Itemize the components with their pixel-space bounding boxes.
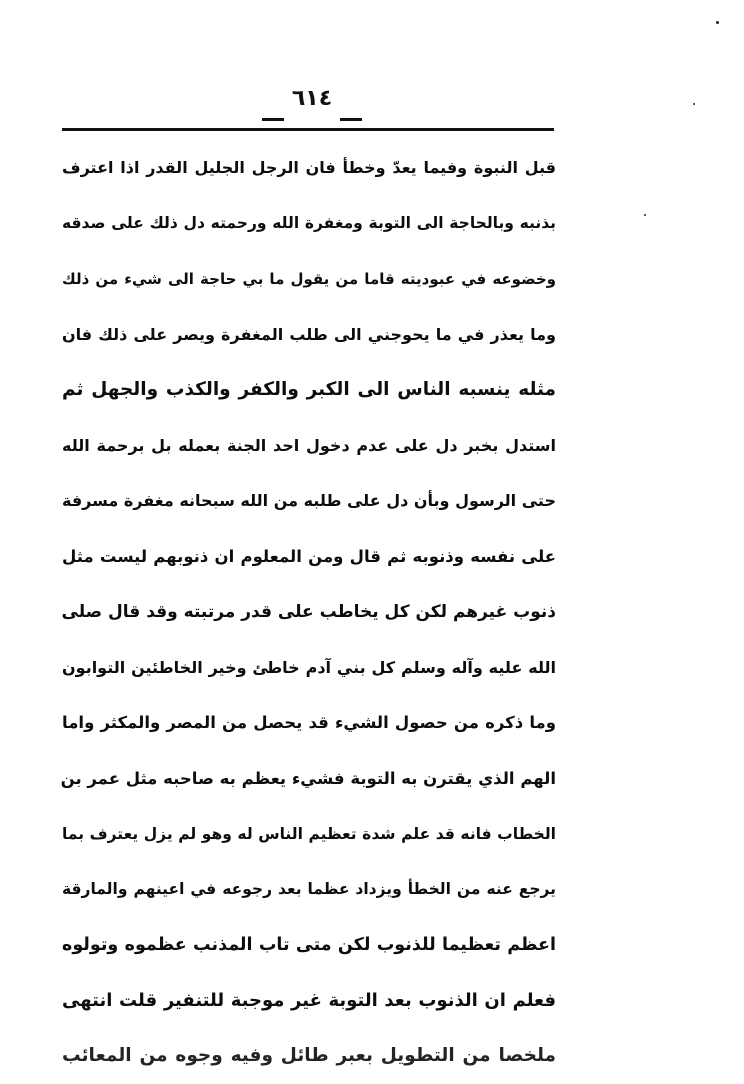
text-line-content: بذنبه وبالحاجة الى التوبة ومغفرة الله ورحمته دل ذلك على صدقه (62, 214, 556, 233)
text-line (62, 917, 556, 973)
text-line-content: الهم الذي يقترن به التوبة فشيء يعظم به صاحبه مثل عمر بن (60, 768, 556, 788)
text-line-content: اعظم تعظيما للذنوب لكن متى تاب المذنب عظموه وتولوه (62, 934, 556, 955)
text-line (62, 251, 556, 307)
text-line-content: فعلم ان الذنوب بعد التوبة غير موجبة للتنفير قلت انتهى (62, 989, 556, 1011)
text-line (62, 806, 556, 862)
text-line-content: استدل بخبر دل على عدم دخول احد الجنة بعمله بل برحمة الله (62, 435, 556, 455)
page-number-dash-right (340, 118, 362, 121)
text-line (62, 695, 556, 751)
text-line (62, 196, 556, 252)
text-line (62, 529, 556, 585)
scan-speck (693, 103, 695, 105)
text-line-content: حتى الرسول وبأن دل على طلبه من الله سبحانه مغفرة مسرفة (62, 491, 556, 511)
text-line-content: وما ذكره من حصول الشيء قد يحصل من المصر والمكثر واما (62, 713, 556, 733)
text-line (62, 418, 556, 474)
text-line-content: الخطاب فانه قد علم شدة تعظيم الناس له وهو لم يزل يعترف بما (62, 824, 556, 843)
page-number-dash-left (262, 118, 284, 121)
text-line (62, 1028, 556, 1084)
text-line-content: وخضوعه في عبوديته قاما من يقول ما بي حاجة الى شيء من ذلك (62, 269, 556, 288)
text-line-content: الله عليه وآله وسلم كل بني آدم خاطئ وخير الخاطئين التوابون (62, 657, 556, 677)
text-line-content: على نفسه وذنوبه ثم قال ومن المعلوم ان ذنوبهم ليست مثل (62, 546, 556, 566)
text-line-content: ذنوب غيرهم لكن كل يخاطب على قدر مرتبته وقد قال صلى (61, 601, 556, 622)
scan-speck (644, 214, 646, 216)
header-rule (62, 128, 554, 131)
text-line (62, 307, 556, 363)
text-line (62, 751, 556, 807)
text-line-content: ملخصا من التطويل بعبر طائل وفيه وجوه من المعائب (62, 1045, 556, 1067)
text-line (62, 973, 556, 1029)
text-line (62, 862, 556, 918)
text-line-content: مثله ينسبه الناس الى الكبر والكفر والكذب والجهل ثم (62, 379, 556, 401)
scan-speck (716, 21, 719, 24)
text-line-content: وما يعذر في ما يحوجني الى طلب المغفرة ويصر على ذلك فان (62, 324, 556, 344)
text-line (62, 362, 556, 418)
text-line (62, 640, 556, 696)
page-number: ٦١٤ (291, 86, 333, 111)
text-line-content: يرجع عنه من الخطأ ويزداد عظما بعد رجوعه في اعينهم والمارقة (62, 880, 556, 899)
arabic-body-text (62, 140, 556, 1084)
text-line-content: قبل النبوة وفيما يعدّ وخطأ فان الرجل الجليل القدر اذا اعترف (62, 158, 556, 178)
text-line (62, 140, 556, 196)
text-line (62, 473, 556, 529)
text-line (62, 584, 556, 640)
